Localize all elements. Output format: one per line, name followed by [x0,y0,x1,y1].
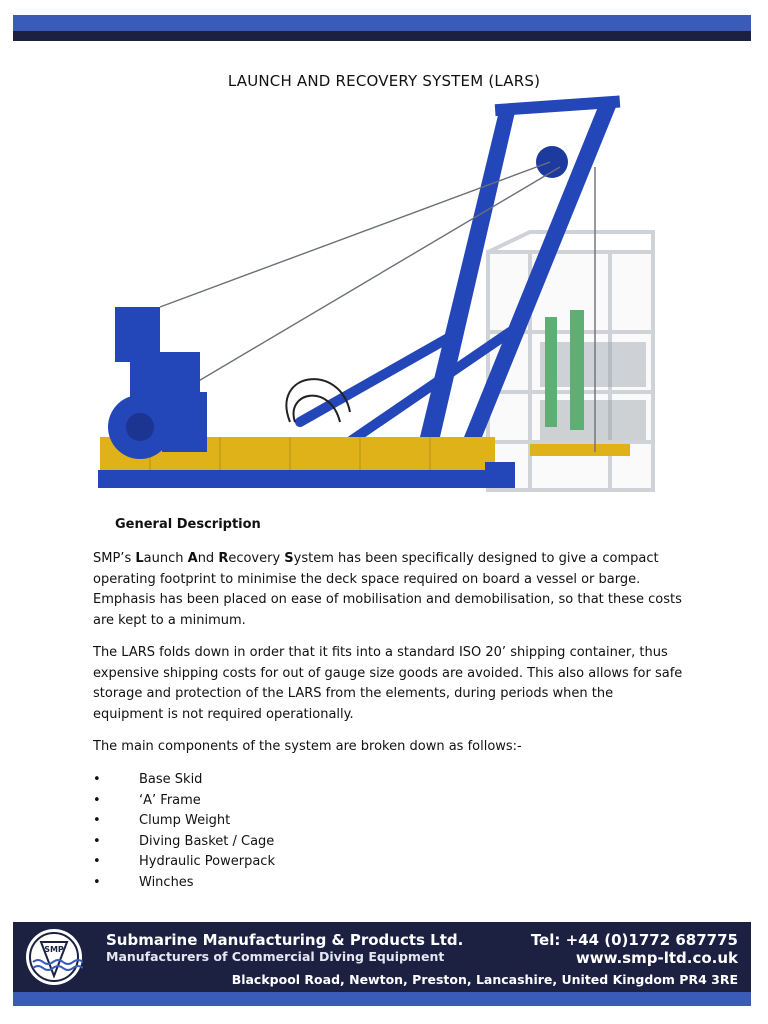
list-item: • Base Skid [93,770,275,791]
footer [13,922,751,992]
bullet-icon: • [93,854,101,869]
list-item: • Winches [93,873,275,894]
footer-band-blue [13,992,751,1006]
header-band-navy [13,31,751,41]
logo-text: SMP [44,945,64,954]
bullet-icon: • [93,874,101,890]
winches [108,307,207,459]
gas-cylinder [570,310,584,430]
gas-cylinder-2 [545,317,557,427]
section-heading: General Description [115,517,261,532]
list-item: • Clump Weight [93,811,275,832]
bullet-icon: • [93,833,101,849]
cage-floor [530,444,630,456]
description-paragraph-2: The LARS folds down in order that it fits into a standard ISO 20’ shipping container, thus expensive shipping costs for out of gauge size goods are avoided. This also allows for safe storage and protection of the LARS from the elements, during periods when the equipment is not required operationally. [93,645,683,722]
component-list [93,770,275,893]
list-item: • Hydraulic Powerpack [93,852,275,873]
company-name: Submarine Manufacturing & Products Ltd. [106,931,464,949]
bullet-icon: • [93,813,101,828]
page-title: LAUNCH AND RECOVERY SYSTEM (LARS) [227,72,541,90]
bullet-icon: • [93,792,101,808]
description-paragraph-1: SMP’s Launch And Recovery System has been specifically designed to give a compact operating footprint to minimise the deck space required on board a vessel or barge. Emphasis has been placed on ease of mobilisation and demobilisation, so that these costs are kept to a minimum. [93,551,682,628]
company-tagline: Manufacturers of Commercial Diving Equipment [106,949,445,964]
website-link[interactable]: www.smp-ltd.co.uk [575,949,738,967]
header-band-blue [13,15,751,31]
description-paragraph-3: The main components of the system are broken down as follows:- [93,739,522,754]
address: Blackpool Road, Newton, Preston, Lancashire, United Kingdom PR4 3RE [231,972,738,987]
list-item: • ‘A’ Frame [93,791,275,812]
telephone: Tel: +44 (0)1772 687775 [530,931,738,949]
lars-photo [90,92,670,502]
base-skid [98,470,498,488]
list-item: • Diving Basket / Cage [93,832,275,853]
bullet-icon: • [93,772,101,787]
smp-logo-icon [25,928,83,986]
